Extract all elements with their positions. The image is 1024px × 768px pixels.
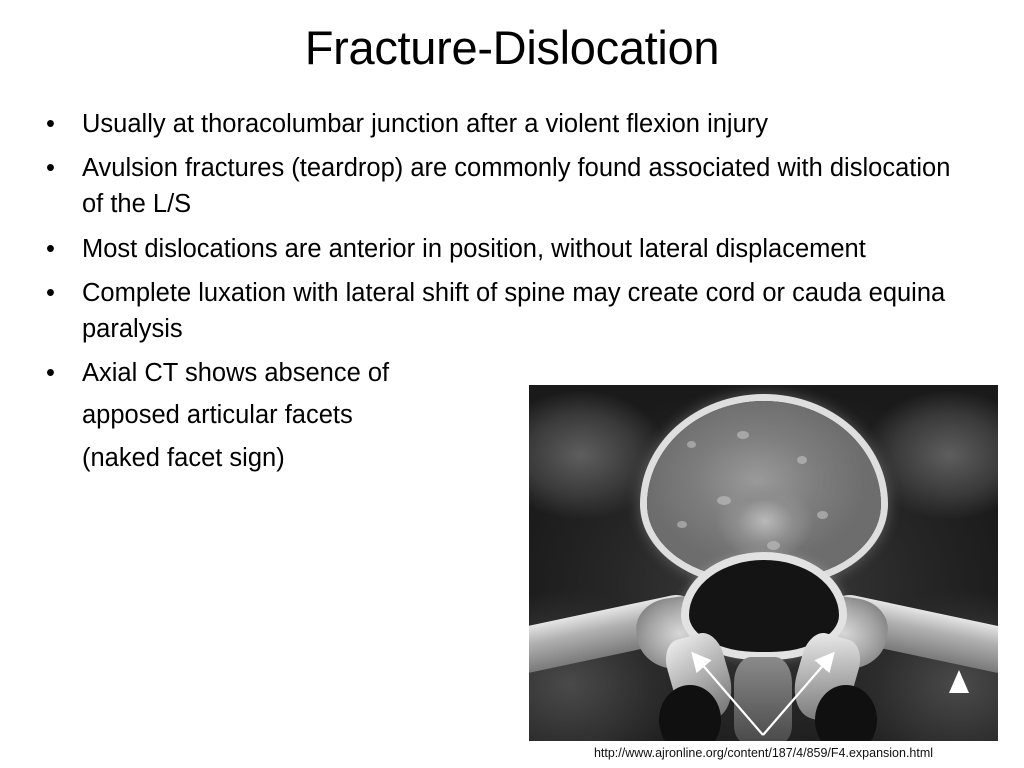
list-item — [30, 275, 975, 347]
bullet-text: Avulsion fractures (teardrop) are commonly found associated with dislocation of the L/S — [82, 154, 951, 219]
annotation-arrows — [529, 385, 998, 741]
bullet-text: (naked facet sign) — [82, 443, 285, 472]
bullet-text: Usually at thoracolumbar junction after a violent flexion injury — [82, 110, 769, 138]
ct-figure — [529, 385, 998, 760]
bullet-marker: • — [46, 234, 55, 263]
bullet-marker: • — [46, 278, 55, 307]
bullet-text: Complete luxation with lateral shift of spine may create cord or cauda equina paralysis — [82, 278, 946, 344]
list-item — [30, 150, 975, 222]
page-title: Fracture-Dislocation — [304, 21, 720, 74]
figure-caption: http://www.ajronline.org/content/187/4/859/F4.expansion.html — [593, 746, 934, 760]
list-item — [30, 231, 975, 267]
bullet-marker: • — [46, 154, 55, 183]
axial-ct-image — [529, 385, 998, 741]
bullet-text: Axial CT shows absence of — [82, 359, 390, 388]
list-item — [30, 106, 975, 142]
bullet-marker: • — [46, 359, 55, 388]
bullet-text: apposed articular facets — [82, 401, 353, 430]
bullet-text: Most dislocations are anterior in position, without lateral displacement — [82, 234, 866, 263]
bullet-marker: • — [46, 110, 55, 138]
